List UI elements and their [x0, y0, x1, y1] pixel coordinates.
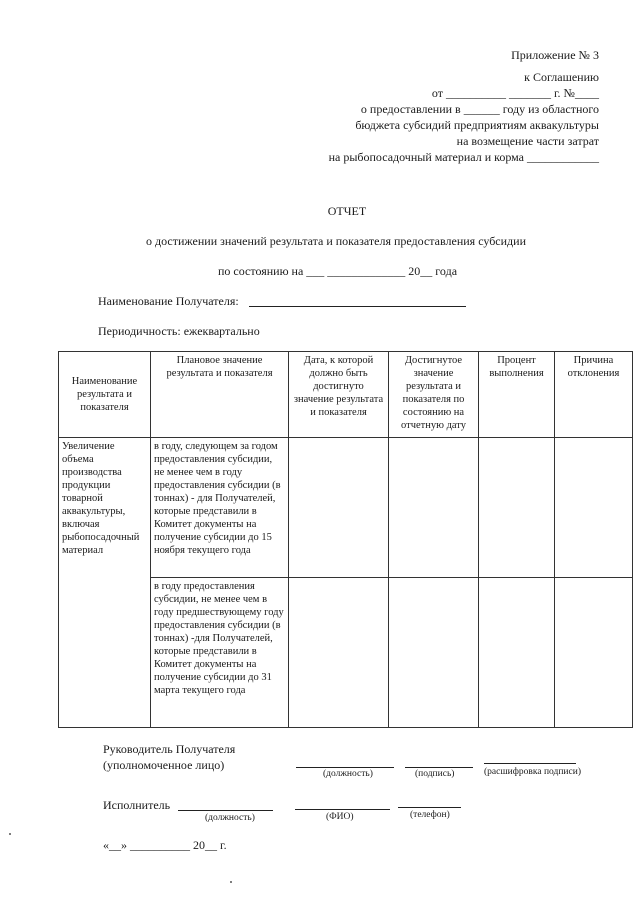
- recipient-label: Наименование Получателя:: [98, 294, 239, 308]
- head-of-recipient-label: Руководитель Получателя: [103, 742, 236, 756]
- achieved-cell-2[interactable]: [389, 578, 479, 728]
- signature-caption: (подпись): [415, 769, 455, 779]
- date-cell-1[interactable]: [289, 438, 389, 578]
- table-row: [59, 438, 633, 578]
- signature-date: «__» __________ 20__ г.: [103, 838, 227, 852]
- header-line-5: на возмещение части затрат: [456, 134, 599, 148]
- signature-line: [405, 767, 473, 768]
- executor-position-caption: (должность): [205, 813, 255, 823]
- header-name-col: Наименование результата и показателя: [59, 352, 151, 438]
- agreement-reference: к Соглашению: [524, 70, 599, 84]
- table-header-row: [59, 352, 633, 438]
- plan-value-cell-1: в году, следующем за годом предоставления субсидии, не менее чем в году предоставления субсидии (в тоннах) - для Получателей, которые представили в Комитет документы на получение субсидии до 15 ноября текущего года: [151, 438, 289, 578]
- executor-phone-line: [398, 807, 461, 808]
- executor-phone-caption: (телефон): [410, 810, 450, 820]
- executor-label: Исполнитель: [103, 798, 171, 812]
- appendix-number: Приложение № 3: [511, 48, 599, 62]
- header-line-3: о предоставлении в ______ году из областного: [360, 102, 599, 116]
- position-signature-line: [296, 767, 394, 768]
- header-percent-col: Процент выполнения: [479, 352, 555, 438]
- recipient-blank-line: [249, 306, 466, 307]
- percent-cell-1[interactable]: [479, 438, 555, 578]
- header-line-6: на рыбопосадочный материал и корма ____________: [328, 150, 599, 164]
- header-reason-col: Причина отклонения: [555, 352, 633, 438]
- plan-value-cell-2: в году предоставления субсидии, не менее чем в году предшествующему году предоставления субсидии (в тоннах) -для Получателей, которые представили в Комитет документы на получение субсидии до 31 марта текущего года: [151, 578, 289, 728]
- periodicity: Периодичность: ежеквартально: [98, 324, 260, 338]
- result-name-cell: Увеличение объема производства продукции товарной аквакультуры, включая рыбопосадочный материал: [59, 438, 151, 728]
- report-title: ОТЧЕТ: [327, 204, 367, 218]
- executor-fio-caption: (ФИО): [326, 812, 354, 822]
- achieved-cell-1[interactable]: [389, 438, 479, 578]
- header-plan-col: Плановое значение результата и показателя: [151, 352, 289, 438]
- agreement-date-number: от __________ _______ г. №____: [431, 86, 599, 100]
- date-cell-2[interactable]: [289, 578, 389, 728]
- percent-cell-2[interactable]: [479, 578, 555, 728]
- reason-cell-1[interactable]: [555, 438, 633, 578]
- header-line-4: бюджета субсидий предприятиям аквакультуры: [355, 118, 599, 132]
- position-caption: (должность): [323, 769, 373, 779]
- header-achieved-col: Достигнутое значение результата и показателя по состоянию на отчетную дату: [389, 352, 479, 438]
- authorized-person-label: (уполномоченное лицо): [103, 758, 225, 772]
- scan-speck: [230, 881, 232, 883]
- header-date-col: Дата, к которой должно быть достигнуто значение результата и показателя: [289, 352, 389, 438]
- decoding-caption: (расшифровка подписи): [484, 767, 581, 777]
- reason-cell-2[interactable]: [555, 578, 633, 728]
- report-subtitle: о достижении значений результата и показателя предоставления субсидии: [146, 234, 527, 248]
- executor-fio-line: [295, 809, 390, 810]
- report-as-of-date: по состоянию на ___ _____________ 20__ года: [218, 264, 458, 278]
- scan-speck: [9, 833, 11, 835]
- report-table: [58, 351, 633, 728]
- decoding-signature-line: [484, 763, 576, 764]
- executor-position-line: [178, 810, 273, 811]
